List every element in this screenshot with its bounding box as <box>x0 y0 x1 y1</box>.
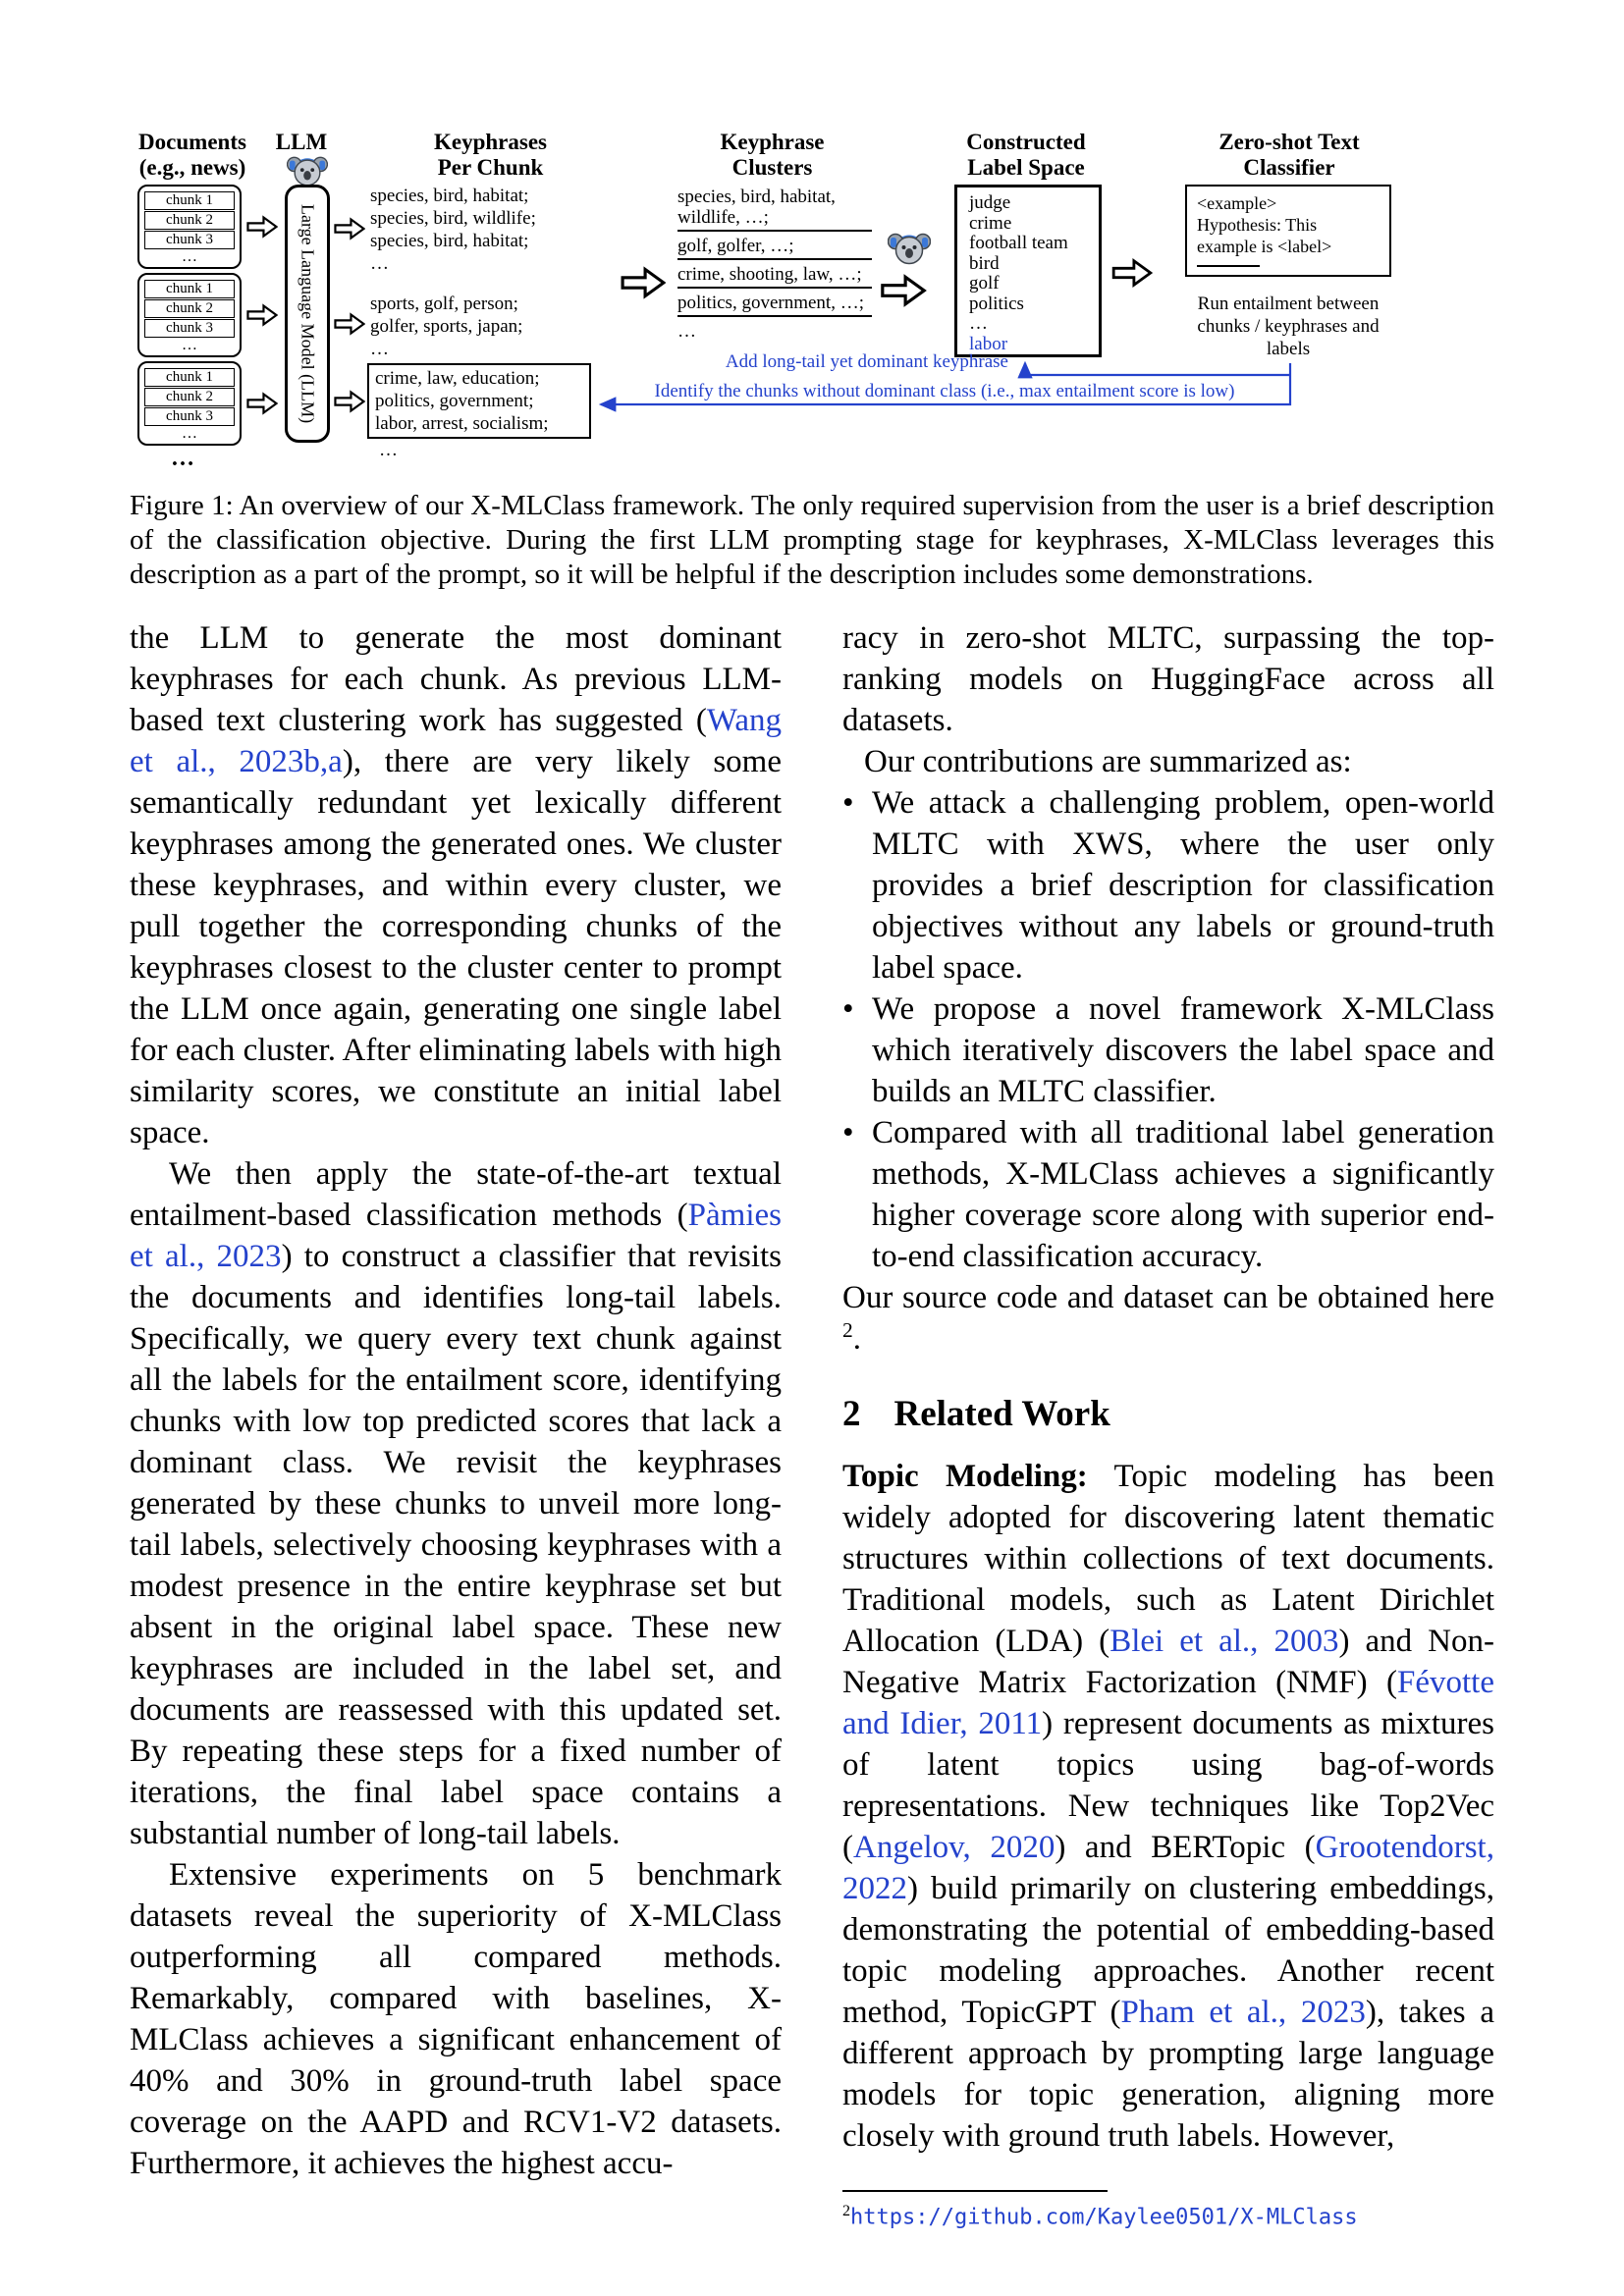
llm-box-label: Large Language Model (LLM) <box>298 203 318 424</box>
annotation-identify-chunks: Identify the chunks without dominant class (i.e., max entailment score is low) <box>654 381 1235 401</box>
keyphrase-line: politics, government; <box>375 391 534 411</box>
keyphrase-line: species, bird, habitat; <box>370 186 529 206</box>
block-arrow-icon <box>246 391 278 421</box>
text-segment: We propose a novel framework X-MLClass which iteratively discovers the label space and builds an MLTC classifier. <box>872 991 1494 1109</box>
text-segment: racy in zero-shot MLTC, surpassing the top-ranking models on HuggingFace across all datasets. <box>842 620 1494 738</box>
keyphrase-line: labor, arrest, socialism; <box>375 413 549 434</box>
header-line: Constructed <box>966 130 1086 154</box>
list-item <box>842 1112 1494 1277</box>
bullet-icon: • <box>842 785 854 821</box>
citation-link[interactable]: Grootendorst, 2022 <box>842 1830 1494 1906</box>
text-segment: ) to construct a classifier that revisits the documents and identifies long-tail labels. Specifically, we query every text chunk against all the labels for the entailment score, identifying chunks with low top predicted scores that lack a dominant class. We revisit the keyphrases generated by these chunks to unveil more long-tail labels, selectively choosing keyphrases with a modest presence in the entire keyphrase set but absent in the original label space. These new keyphrases are included in the label set, and documents are reassessed with this updated set. By repeating these steps for a fixed number of iterations, the final label space contains a substantial number of long-tail labels. <box>130 1239 783 1851</box>
right-column <box>842 617 1494 2232</box>
keyphrase-group <box>370 293 611 360</box>
block-arrow-icon <box>246 214 278 244</box>
footnote <box>842 2198 1494 2232</box>
label-item: judge <box>969 192 1011 213</box>
paragraph <box>130 1854 782 2184</box>
column-header-classifier <box>1182 130 1396 181</box>
block-arrow-icon <box>246 302 278 333</box>
chunk-box: chunk 2 <box>144 388 235 406</box>
ellipsis: … <box>182 425 197 442</box>
chunk-box: chunk 2 <box>144 299 235 318</box>
text-segment: Our contributions are summarized as: <box>864 744 1352 779</box>
text-segment: . <box>852 1321 861 1357</box>
bullet-text <box>872 1112 1494 1277</box>
paragraph <box>842 1456 1494 2157</box>
chunk-box: chunk 3 <box>144 319 235 338</box>
header-line: Classifier <box>1243 155 1335 180</box>
citation-link[interactable]: Pàmies et al., 2023 <box>130 1198 782 1274</box>
chunk-box: chunk 3 <box>144 407 235 426</box>
paragraph <box>130 617 782 1153</box>
text-segment: ) and Non-Negative Matrix Factorization (NMF) ( <box>842 1624 1494 1700</box>
label-item: bird <box>969 252 1000 274</box>
text-segment: ) represent documents as mixtures of latent topics using bag-of-words representations. New techniques like Top2Vec ( <box>842 1706 1494 1865</box>
section-number: 2 <box>842 1394 861 1434</box>
ellipsis: … <box>182 248 197 265</box>
long-tail-label: labor <box>969 333 1008 354</box>
text-segment: ), there are very likely some semantically redundant yet lexically different keyphrases among the generated ones. We cluster these keyphrases, and within every cluster, we pull together the corresponding chunks of the keyphrases closest to the cluster center to prompt the LLM once again, generating one single label for each cluster. After eliminating labels with high similarity scores, we constitute an initial label space. <box>130 744 782 1150</box>
document-stack <box>137 273 242 357</box>
paragraph <box>842 741 1494 782</box>
block-arrow-icon <box>334 216 365 246</box>
label-item: golf <box>969 273 1000 294</box>
chunk-box: chunk 1 <box>144 280 235 298</box>
text-segment: the LLM to generate the most dominant keyphrases for each chunk. As previous LLM-based text clustering work has suggested ( <box>130 620 782 738</box>
figure-caption: Figure 1: An overview of our X-MLClass framework. The only required supervision from the user is a brief description of the classification objective. During the first LLM prompting stage for keyphrases, X-MLClass leverages this description as a part of the prompt, so it will be helpful if the description includes some demonstrations. <box>130 490 1494 590</box>
page-content <box>130 128 1494 2232</box>
text-segment: Our source code and dataset can be obtained here <box>842 1280 1494 1315</box>
figure-1-diagram <box>130 128 1494 473</box>
document-stack <box>137 185 242 269</box>
bullet-icon: • <box>842 991 854 1027</box>
text-segment: ) build primarily on clustering embeddings, demonstrating the potential of embedding-based topic modeling approaches. Another recent method, TopicGPT ( <box>842 1871 1494 2030</box>
classifier-box <box>1185 185 1391 277</box>
column-header-clusters <box>672 130 873 181</box>
annotation-add-longtail: Add long-tail yet dominant keyphrase <box>725 351 1008 372</box>
footnote-url-link[interactable]: https://github.com/Kaylee0501/X-MLClass <box>850 2205 1358 2230</box>
run-entailment-note: Run entailment between chunks / keyphrases and labels <box>1197 294 1380 359</box>
text-segment: Topic Modeling: <box>842 1459 1088 1494</box>
chunk-box: chunk 1 <box>144 368 235 387</box>
text-segment: Extensive experiments on 5 benchmark datasets reveal the superiority of X-MLClass outperforming all compared methods. Remarkably, compared with baselines, X-MLClass achieves a significant enhancement of 40% and 30% in ground-truth label space coverage on the AAPD and RCV1-V2 datasets. Furthermore, it achieves the highest accu- <box>130 1857 782 2181</box>
chunk-box: chunk 1 <box>144 191 235 210</box>
bullet-text <box>872 988 1494 1112</box>
chunk-box: chunk 3 <box>144 231 235 249</box>
list-item <box>842 988 1494 1112</box>
chunk-box: chunk 2 <box>144 211 235 230</box>
ellipsis: … <box>969 313 988 334</box>
section-title: Related Work <box>893 1394 1110 1434</box>
block-arrow-icon <box>621 265 666 305</box>
block-arrow-icon <box>880 273 927 313</box>
column-header-documents <box>130 130 255 181</box>
text-segment: Compared with all traditional label generation methods, X-MLClass achieves a significantly higher coverage score along with superior end-to-end classification accuracy. <box>872 1115 1494 1274</box>
citation-link[interactable]: Wang et al., 2023b,a <box>130 703 782 779</box>
keyphrase-line: species, bird, wildlife; <box>370 208 536 229</box>
column-header-llm <box>267 130 336 155</box>
header-line: Clusters <box>731 155 813 180</box>
block-arrow-icon <box>1111 257 1153 294</box>
koala-llm-icon <box>888 230 931 269</box>
section-heading <box>842 1393 1494 1436</box>
keyphrase-cluster: crime, shooting, law, …; <box>677 264 872 289</box>
ellipsis: … <box>677 321 696 342</box>
keyphrase-cluster: golf, golfer, …; <box>677 236 872 260</box>
llm-box <box>285 185 330 443</box>
bullet-text <box>872 782 1494 988</box>
keyphrase-group-boxed <box>367 363 591 439</box>
keyphrase-clusters <box>677 187 872 342</box>
column-header-label-space <box>943 130 1110 181</box>
footnote-rule <box>842 2190 1108 2192</box>
citation-link[interactable]: Févotte and Idier, 2011 <box>842 1665 1494 1741</box>
header-line: Label Space <box>967 155 1085 180</box>
keyphrase-cluster: politics, government, …; <box>677 293 872 317</box>
header-line: LLM <box>275 130 328 154</box>
keyphrase-line: crime, law, education; <box>375 368 540 389</box>
classifier-line: Hypothesis: This <box>1197 215 1318 235</box>
keyphrase-group <box>370 185 611 275</box>
ellipsis: … <box>379 440 398 460</box>
header-line: Per Chunk <box>437 155 544 180</box>
paragraph <box>130 1153 782 1854</box>
list-item <box>842 782 1494 988</box>
text-segment: We then apply the state-of-the-art textual entailment-based classification methods ( <box>130 1156 782 1233</box>
header-line: Keyphrases <box>434 130 547 154</box>
header-line: (e.g., news) <box>138 155 246 180</box>
paragraph <box>842 617 1494 741</box>
header-line: Keyphrase <box>720 130 825 154</box>
classifier-line: <example> <box>1197 193 1277 213</box>
document-stack <box>137 361 242 446</box>
keyphrase-line: sports, golf, person; <box>370 294 518 314</box>
block-arrow-icon <box>334 311 365 342</box>
ellipsis: … <box>370 339 389 359</box>
classifier-line: example is <label> <box>1197 237 1332 256</box>
citation-link[interactable]: Pham et al., 2023 <box>1120 1995 1366 2030</box>
text-segment: We attack a challenging problem, open-world MLTC with XWS, where the user only provides a brief description for classification objectives without any labels or ground-truth label space. <box>872 785 1494 986</box>
label-item: crime <box>969 212 1012 234</box>
paragraph <box>842 1277 1494 1360</box>
keyphrase-line: species, bird, habitat; <box>370 231 529 251</box>
bullet-icon: • <box>842 1115 854 1150</box>
keyphrase-line: golfer, sports, japan; <box>370 316 523 337</box>
label-item: politics <box>969 293 1024 314</box>
text-segment: 2 <box>842 1318 853 1342</box>
block-arrow-icon <box>334 389 365 419</box>
classifier-rule <box>1197 265 1260 267</box>
label-space-box <box>954 185 1102 357</box>
citation-link[interactable]: Blei et al., 2003 <box>1110 1624 1339 1659</box>
citation-link[interactable]: Angelov, 2020 <box>853 1830 1056 1865</box>
footnote-marker: 2 <box>842 2203 851 2219</box>
text-segment: ) and BERTopic ( <box>1055 1830 1316 1865</box>
ellipsis: … <box>370 253 389 274</box>
column-header-keyphrases <box>375 130 606 181</box>
text-segment: Topic modeling has been widely adopted for discovering latent thematic structures within collections of text documents. Traditional models, such as Latent Dirichlet Allocation (LDA) ( <box>842 1459 1494 1659</box>
text-segment: ), takes a different approach by prompting large language models for topic generation, aligning more closely with ground truth labels. However, <box>842 1995 1494 2154</box>
header-line: Documents <box>138 130 246 154</box>
keyphrase-cluster: species, bird, habitat, wildlife, …; <box>677 187 872 232</box>
ellipsis: … <box>171 446 194 471</box>
label-item: football team <box>969 233 1068 253</box>
ellipsis: … <box>182 337 197 353</box>
two-column-body <box>130 617 1494 2232</box>
header-line: Zero-shot Text <box>1218 130 1360 154</box>
left-column <box>130 617 782 2232</box>
